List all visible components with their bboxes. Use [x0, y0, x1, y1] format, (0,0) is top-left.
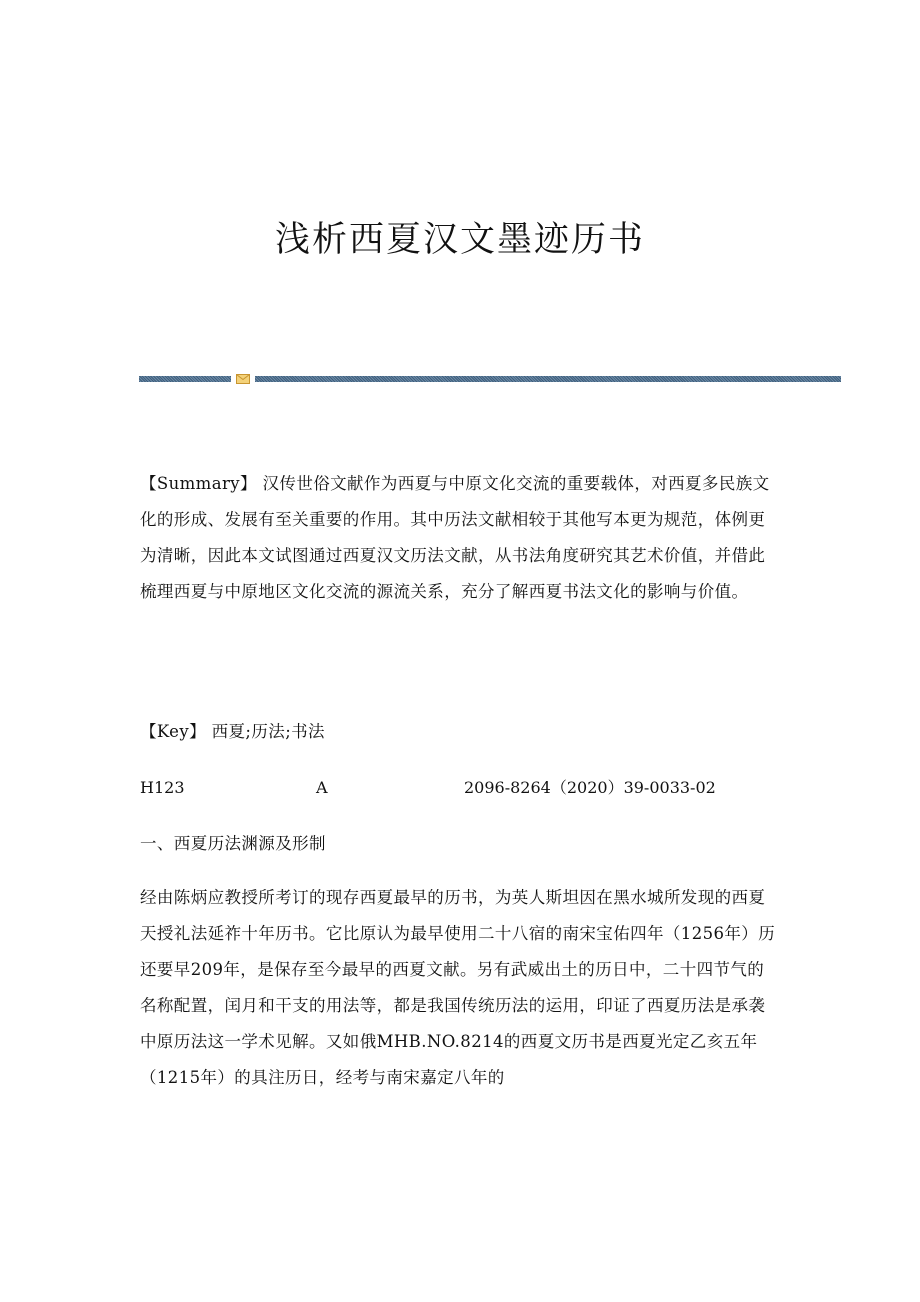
abstract-text: 汉传世俗文献作为西夏与中原文化交流的重要载体，对西夏多民族文化的形成、发展有至关重要的作用。其中历法文献相较于其他写本更为规范，体例更为清晰，因此本文试图通过西夏汉文历法文献，从书法角度研究其艺术价值，并借此梳理西夏与中原地区文化交流的源流关系，充分了解西夏书法文化的影响与价值。: [140, 474, 770, 601]
title-divider: [139, 374, 841, 384]
section-heading: 一、西夏历法渊源及形制: [140, 834, 326, 853]
body-paragraph: 经由陈炳应教授所考订的现存西夏最早的历书，为英人斯坦因在黑水城所发现的西夏天授礼法延祚十年历书。它比原认为最早使用二十八宿的南宋宝佑四年（1256年）历还要早209年，是保存至今最早的西夏文献。另有武威出土的历日中，二十四节气的名称配置，闰月和干支的用法等，都是我国传统历法的运用，印证了西夏历法是承袭中原历法这一学术见解。又如俄MHB.NO.8214的西夏文历书是西夏光定乙亥五年（1215年）的具注历日，经考与南宋嘉定八年的: [140, 888, 776, 1087]
clc-number: H123: [140, 778, 185, 797]
document-code: A: [316, 778, 328, 797]
keywords-text: 西夏;历法;书法: [205, 722, 325, 741]
keywords-label: 【Key】: [140, 722, 206, 741]
envelope-icon: [236, 374, 250, 384]
divider-bar-right: [255, 376, 841, 382]
paper-title: 浅析西夏汉文墨迹历书: [274, 220, 645, 260]
article-id: 2096-8264（2020）39-0033-02: [464, 778, 716, 797]
keywords-paragraph: [140, 714, 780, 750]
abstract-paragraph: [140, 466, 780, 610]
divider-bar-left: [139, 376, 231, 382]
abstract-label: 【Summary】: [140, 474, 257, 493]
